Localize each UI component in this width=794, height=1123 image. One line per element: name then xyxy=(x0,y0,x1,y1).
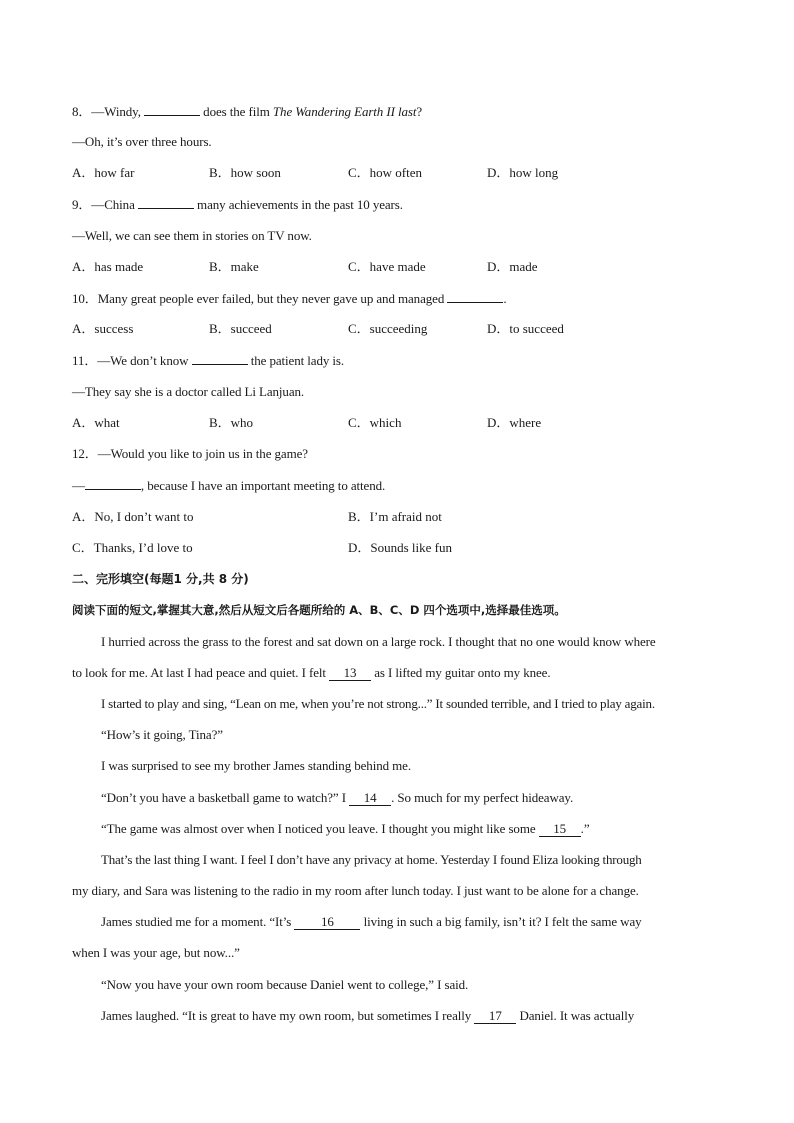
passage-line: my diary, and Sara was listening to the radio in my room after lunch today. I just want to be alone for a change. xyxy=(72,883,639,898)
cloze-blank-17: 17 xyxy=(474,1009,516,1024)
passage-line: “Don’t you have a basketball game to watch?” I 14 . So much for my perfect hideaway. xyxy=(101,790,574,805)
question-8-option-a: A．how far xyxy=(72,165,135,180)
passage-line: I was surprised to see my brother James standing behind me. xyxy=(101,758,412,773)
question-9-option-d: D．made xyxy=(487,259,538,274)
question-10-option-d: D．to succeed xyxy=(487,321,564,336)
question-12-stem: 12．—Would you like to join us in the game? xyxy=(72,446,308,461)
question-12-option-b: B．I’m afraid not xyxy=(348,509,442,524)
question-12-reply: — , because I have an important meeting to attend. xyxy=(72,478,386,493)
question-12-option-a: A．No, I don’t want to xyxy=(72,509,194,524)
question-11-option-d: D．where xyxy=(487,415,542,430)
cloze-blank-15: 15 xyxy=(539,822,581,837)
question-11-option-c: C．which xyxy=(348,415,402,430)
cloze-blank-16: 16 xyxy=(294,915,360,930)
cloze-blank-13: 13 xyxy=(329,666,371,681)
passage-line: That’s the last thing I want. I feel I don’t have any privacy at home. Yesterday I found Eliza looking through xyxy=(101,852,642,867)
question-8-stem: 8．—Windy, does the film The Wandering Earth II last? xyxy=(72,104,423,119)
passage-line: “The game was almost over when I noticed you leave. I thought you might like some 15 .” xyxy=(101,821,590,836)
question-8-option-b: B．how soon xyxy=(209,165,281,180)
passage-line: to look for me. At last I had peace and quiet. I felt 13 as I lifted my guitar onto my knee. xyxy=(72,665,551,680)
question-12-option-c: C．Thanks, I’d love to xyxy=(72,540,193,555)
question-10-option-a: A．success xyxy=(72,321,134,336)
cloze-blank-14: 14 xyxy=(349,791,391,806)
answer-blank xyxy=(192,352,248,365)
question-9-reply: —Well, we can see them in stories on TV now. xyxy=(72,228,312,243)
passage-line: James laughed. “It is great to have my own room, but sometimes I really 17 Daniel. It was actually xyxy=(101,1008,635,1023)
question-9-stem: 9．—China many achievements in the past 10 years. xyxy=(72,197,403,212)
question-11-stem: 11．—We don’t know the patient lady is. xyxy=(72,353,345,368)
question-10-option-b: B．succeed xyxy=(209,321,272,336)
question-11-reply: —They say she is a doctor called Li Lanjuan. xyxy=(72,384,305,399)
question-11-option-b: B．who xyxy=(209,415,254,430)
answer-blank xyxy=(138,196,194,209)
question-10-stem: 10．Many great people ever failed, but they never gave up and managed . xyxy=(72,291,507,306)
question-9-option-a: A．has made xyxy=(72,259,144,274)
passage-line: I hurried across the grass to the forest and sat down on a large rock. I thought that no one would know where xyxy=(101,634,656,649)
question-9-option-b: B．make xyxy=(209,259,259,274)
section-instruction: 阅读下面的短文,掌握其大意,然后从短文后各题所给的 A、B、C、D 四个选项中,选择最佳选项。 xyxy=(72,603,566,617)
answer-blank xyxy=(144,103,200,116)
section-heading: 二、完形填空(每题1 分,共 8 分) xyxy=(72,572,249,586)
question-8-option-d: D．how long xyxy=(487,165,559,180)
question-12-option-d: D．Sounds like fun xyxy=(348,540,453,555)
answer-blank xyxy=(447,290,503,303)
question-8-reply: —Oh, it’s over three hours. xyxy=(72,134,212,149)
passage-line: when I was your age, but now...” xyxy=(72,945,240,960)
passage-line: “Now you have your own room because Daniel went to college,” I said. xyxy=(101,977,469,992)
answer-blank xyxy=(85,477,141,490)
passage-line: James studied me for a moment. “It’s 16 living in such a big family, isn’t it? I felt the same way xyxy=(101,914,642,929)
question-8-option-c: C．how often xyxy=(348,165,423,180)
question-10-option-c: C．succeeding xyxy=(348,321,428,336)
passage-line: “How’s it going, Tina?” xyxy=(101,727,223,742)
question-11-option-a: A．what xyxy=(72,415,120,430)
passage-line: I started to play and sing, “Lean on me, when you’re not strong...” It sounded terrible, and I tried to play again. xyxy=(101,696,655,711)
question-9-option-c: C．have made xyxy=(348,259,426,274)
